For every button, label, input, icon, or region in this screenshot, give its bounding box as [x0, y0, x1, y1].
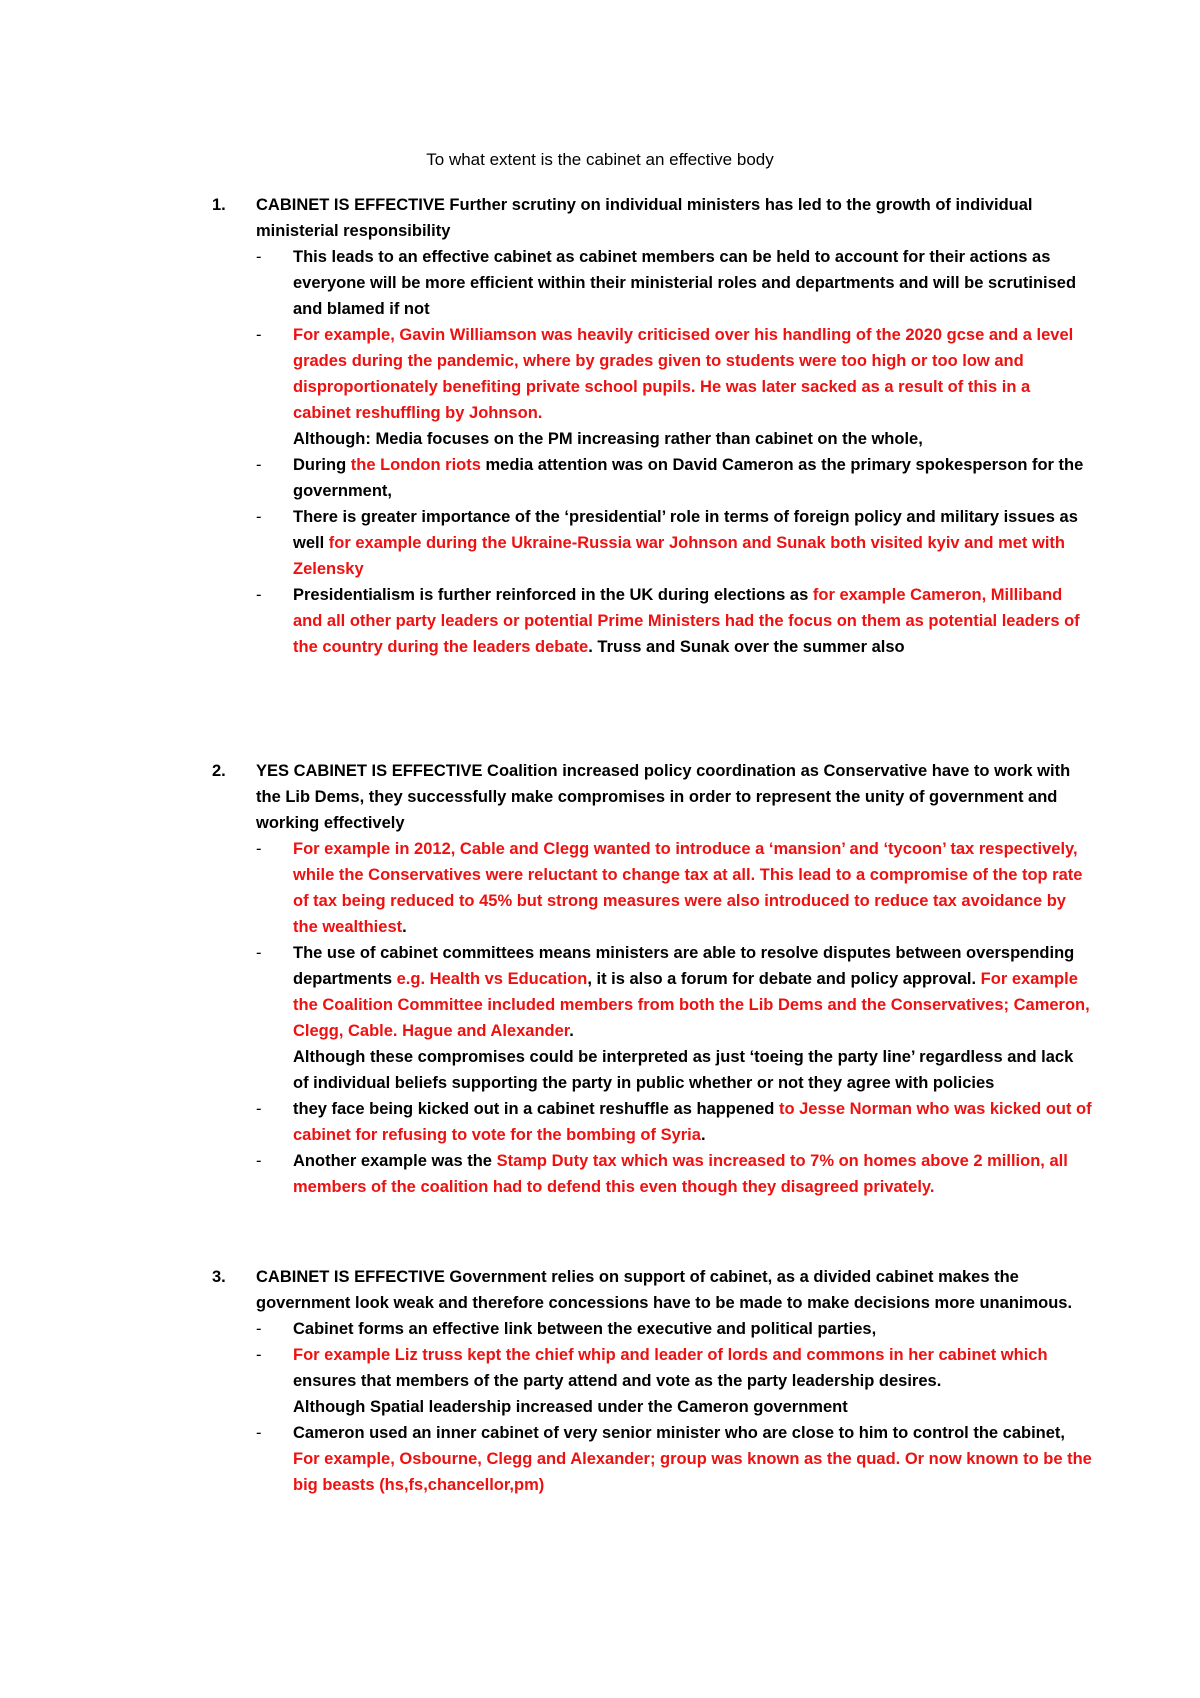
bullet-list	[256, 1096, 1092, 1200]
bullet-list	[256, 1420, 1092, 1498]
point-number: 2.	[212, 762, 226, 780]
dash-marker: -	[256, 840, 262, 858]
bullet-item: - During the London riots media attention was on David Cameron as the primary spokesperson for the government,	[256, 452, 1092, 504]
point-2	[212, 758, 1092, 1200]
point-1	[212, 192, 1092, 660]
bullet-item: - they face being kicked out in a cabinet reshuffle as happened to Jesse Norman who was kicked out of cabinet for refusing to vote for the bombing of Syria.	[256, 1096, 1092, 1148]
example-text: For example the Coalition Committee included members from both the Lib Dems and the Conservatives; Cameron, Clegg, Cable. Hague and Alexander	[293, 970, 1090, 1040]
example-text: For example Liz truss kept the chief whip and leader of lords and commons in her cabinet which	[293, 1346, 1048, 1364]
bullet-list	[256, 836, 1092, 1044]
dash-marker: -	[256, 1424, 262, 1442]
dash-marker: -	[256, 1100, 262, 1118]
dash-marker: -	[256, 248, 262, 266]
example-text: for example Cameron, Milliband and all other party leaders or potential Prime Ministers had the focus on them as potential leaders of the country during the leaders debate	[293, 586, 1080, 656]
bullet-item: - Another example was the Stamp Duty tax which was increased to 7% on homes above 2 million, all members of the coalition had to defend this even though they disagreed privately.	[256, 1148, 1092, 1200]
example-text: e.g. Health vs Education	[396, 970, 588, 988]
point-heading: CABINET IS EFFECTIVE Government relies on support of cabinet, as a divided cabinet makes the government look weak and therefore concessions have to be made to make decisions more unanimous.	[256, 1268, 1073, 1312]
page-title: To what extent is the cabinet an effective body	[426, 150, 774, 169]
dash-marker: -	[256, 456, 262, 474]
bullet-item: - For example in 2012, Cable and Clegg wanted to introduce a ‘mansion’ and ‘tycoon’ tax respectively, while the Conservatives were reluctant to change tax at all. This lead to a compromise of the top rate of tax being reduced to 45% but strong measures were also introduced to reduce tax avoidance by the wealthiest.	[256, 836, 1092, 940]
point-3	[212, 1264, 1092, 1498]
dash-marker: -	[256, 586, 262, 604]
dash-marker: -	[256, 1346, 262, 1364]
example-text: Stamp Duty tax which was increased to 7% on homes above 2 million, all members of the coalition had to defend this even though they disagreed privately.	[293, 1152, 1068, 1196]
bullet-list	[256, 452, 1092, 660]
bullet-item: - Presidentialism is further reinforced in the UK during elections as for example Cameron, Milliband and all other party leaders or potential Prime Ministers had the focus on them as potential leaders of the country during the leaders debate. Truss and Sunak over the summer also	[256, 582, 1092, 660]
example-text: For example in 2012, Cable and Clegg wanted to introduce a ‘mansion’ and ‘tycoon’ tax respectively, while the Conservatives were reluctant to change tax at all. This lead to a compromise of the top rate of tax being reduced to 45% but strong measures were also introduced to reduce tax avoidance by the wealthiest	[293, 840, 1083, 936]
bullet-item: - Cabinet forms an effective link between the executive and political parties,	[256, 1316, 1092, 1342]
example-text: for example during the Ukraine-Russia war Johnson and Sunak both visited kyiv and met with Zelensky	[293, 534, 1065, 578]
example-text: the London riots	[350, 456, 481, 474]
bullet-item: - This leads to an effective cabinet as cabinet members can be held to account for their actions as everyone will be more efficient within their ministerial roles and departments and will be scrutinised and blamed if not	[256, 244, 1092, 322]
point-heading: YES CABINET IS EFFECTIVE Coalition increased policy coordination as Conservative have to work with the Lib Dems, they successfully make compromises in order to represent the unity of government and working effectively	[256, 762, 1071, 832]
point-heading: CABINET IS EFFECTIVE Further scrutiny on individual ministers has led to the growth of individual ministerial responsibility	[256, 196, 1033, 240]
dash-marker: -	[256, 326, 262, 344]
point-number: 1.	[212, 196, 226, 214]
although-text: Although these compromises could be interpreted as just ‘toeing the party line’ regardless and lack of individual beliefs supporting the party in public whether or not they agree with policies	[293, 1048, 1074, 1092]
point-number: 3.	[212, 1268, 226, 1286]
bullet-item: - For example Liz truss kept the chief whip and leader of lords and commons in her cabinet which ensures that members of the party attend and vote as the party leadership desires.	[256, 1342, 1092, 1394]
example-text: For example, Osbourne, Clegg and Alexander; group was known as the quad. Or now known to be the big beasts (hs,fs,chancellor,pm)	[293, 1450, 1092, 1494]
bullet-item: - The use of cabinet committees means ministers are able to resolve disputes between overspending departments e.g. Health vs Education, it is also a forum for debate and policy approval. For example the Coalition Committee included members from both the Lib Dems and the Conservatives; Cameron, Clegg, Cable. Hague and Alexander.	[256, 940, 1092, 1044]
bullet-list	[256, 244, 1092, 426]
example-text: For example, Gavin Williamson was heavily criticised over his handling of the 2020 gcse and a level grades during the pandemic, where by grades given to students were too high or too low and disproportionately benefiting private school pupils. He was later sacked as a result of this in a cabinet reshuffling by Johnson.	[293, 326, 1074, 422]
bullet-item	[256, 322, 1092, 426]
example-text: to Jesse Norman who was kicked out of cabinet for refusing to vote for the bombing of Syria	[293, 1100, 1092, 1144]
bullet-item: - There is greater importance of the ‘presidential’ role in terms of foreign policy and military issues as well for example during the Ukraine-Russia war Johnson and Sunak both visited kyiv and met with Zelensky	[256, 504, 1092, 582]
although-text: Although: Media focuses on the PM increasing rather than cabinet on the whole,	[293, 430, 923, 448]
dash-marker: -	[256, 944, 262, 962]
dash-marker: -	[256, 508, 262, 526]
dash-marker: -	[256, 1152, 262, 1170]
bullet-list	[256, 1316, 1092, 1394]
dash-marker: -	[256, 1320, 262, 1338]
although-text: Although Spatial leadership increased under the Cameron government	[293, 1398, 848, 1416]
bullet-item: - Cameron used an inner cabinet of very senior minister who are close to him to control the cabinet, For example, Osbourne, Clegg and Alexander; group was known as the quad. Or now known to be the big beasts (hs,fs,chancellor,pm)	[256, 1420, 1092, 1498]
